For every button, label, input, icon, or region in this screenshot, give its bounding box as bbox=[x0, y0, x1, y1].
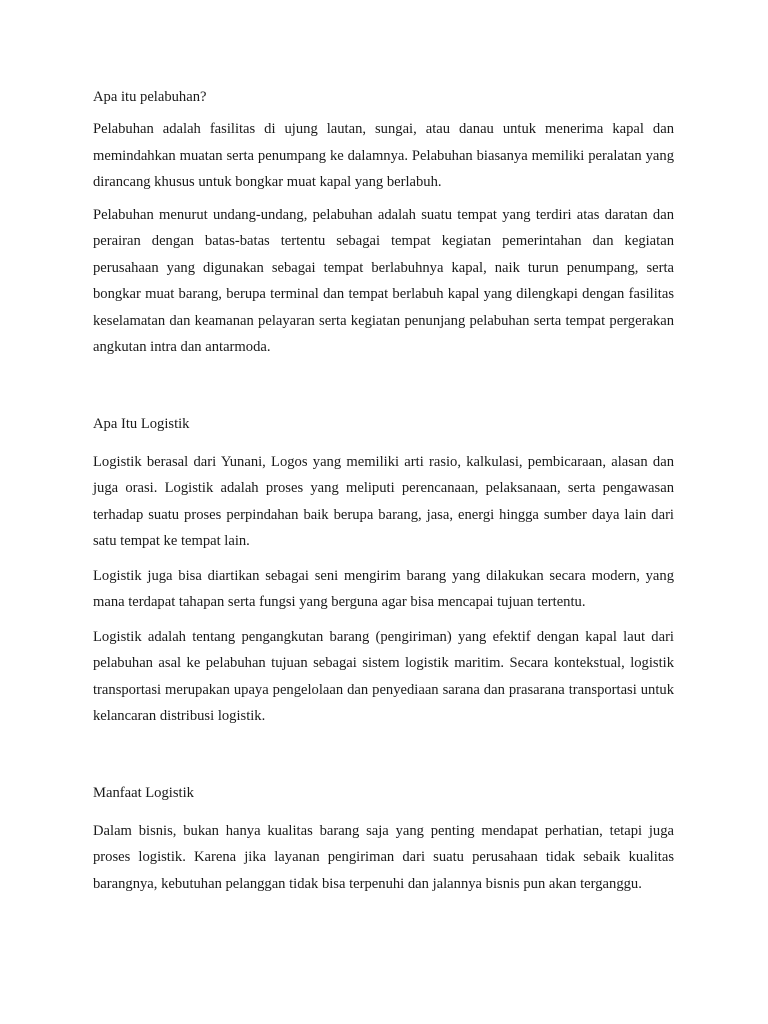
section-heading-pelabuhan: Apa itu pelabuhan? bbox=[93, 89, 207, 105]
paragraph-pelabuhan-definition: Pelabuhan adalah fasilitas di ujung lautan, sungai, atau danau untuk menerima kapal dan memindahkan muatan serta penumpang ke dalamnya. Pelabuhan biasanya memiliki peralatan yang dirancang khusus untuk bongkar muat kapal yang berlabuh. bbox=[93, 121, 674, 190]
paragraph-manfaat-business: Dalam bisnis, bukan hanya kualitas barang saja yang penting mendapat perhatian, tetapi juga proses logistik. Karena jika layanan pengiriman dari suatu perusahaan tidak sebaik kualitas barangnya, kebutuhan pelanggan tidak bisa terpenuhi dan jalannya bisnis pun akan terganggu. bbox=[93, 822, 674, 892]
paragraph-logistik-origin: Logistik berasal dari Yunani, Logos yang memiliki arti rasio, kalkulasi, pembicaraan, alasan dan juga orasi. Logistik adalah proses yang meliputi perencanaan, pelaksanaan, serta pengawasan terhadap suatu proses perpindahan baik berupa barang, jasa, energi hingga sumber daya lain dari satu tempat ke tempat lain. bbox=[93, 453, 674, 549]
document-page bbox=[93, 84, 674, 897]
paragraph-logistik-maritime: Logistik adalah tentang pengangkutan barang (pengiriman) yang efektif dengan kapal laut dari pelabuhan asal ke pelabuhan tujuan sebagai sistem logistik maritim. Secara kontekstual, logistik transportasi merupakan upaya pengelolaan dan penyediaan sarana dan prasarana transportasi untuk kelancaran distribusi logistik. bbox=[93, 628, 674, 724]
paragraph-pelabuhan-law: Pelabuhan menurut undang-undang, pelabuhan adalah suatu tempat yang terdiri atas daratan dan perairan dengan batas-batas tertentu sebagai tempat kegiatan pemerintahan dan kegiatan perusahaan yang digunakan sebagai tempat berlabuhnya kapal, naik turun penumpang, serta bongkar muat barang, berupa terminal dan tempat berlabuh kapal yang dilengkapi dengan fasilitas keselamatan dan keamanan pelayaran serta kegiatan penunjang pelabuhan serta tempat pergerakan angkutan intra dan antarmoda. bbox=[93, 206, 674, 355]
section-heading-manfaat: Manfaat Logistik bbox=[93, 784, 194, 801]
section-heading-logistik: Apa Itu Logistik bbox=[93, 415, 190, 432]
paragraph-logistik-art: Logistik juga bisa diartikan sebagai seni mengirim barang yang dilakukan secara modern, yang mana terdapat tahapan serta fungsi yang berguna agar bisa mencapai tujuan tertentu. bbox=[93, 567, 674, 610]
